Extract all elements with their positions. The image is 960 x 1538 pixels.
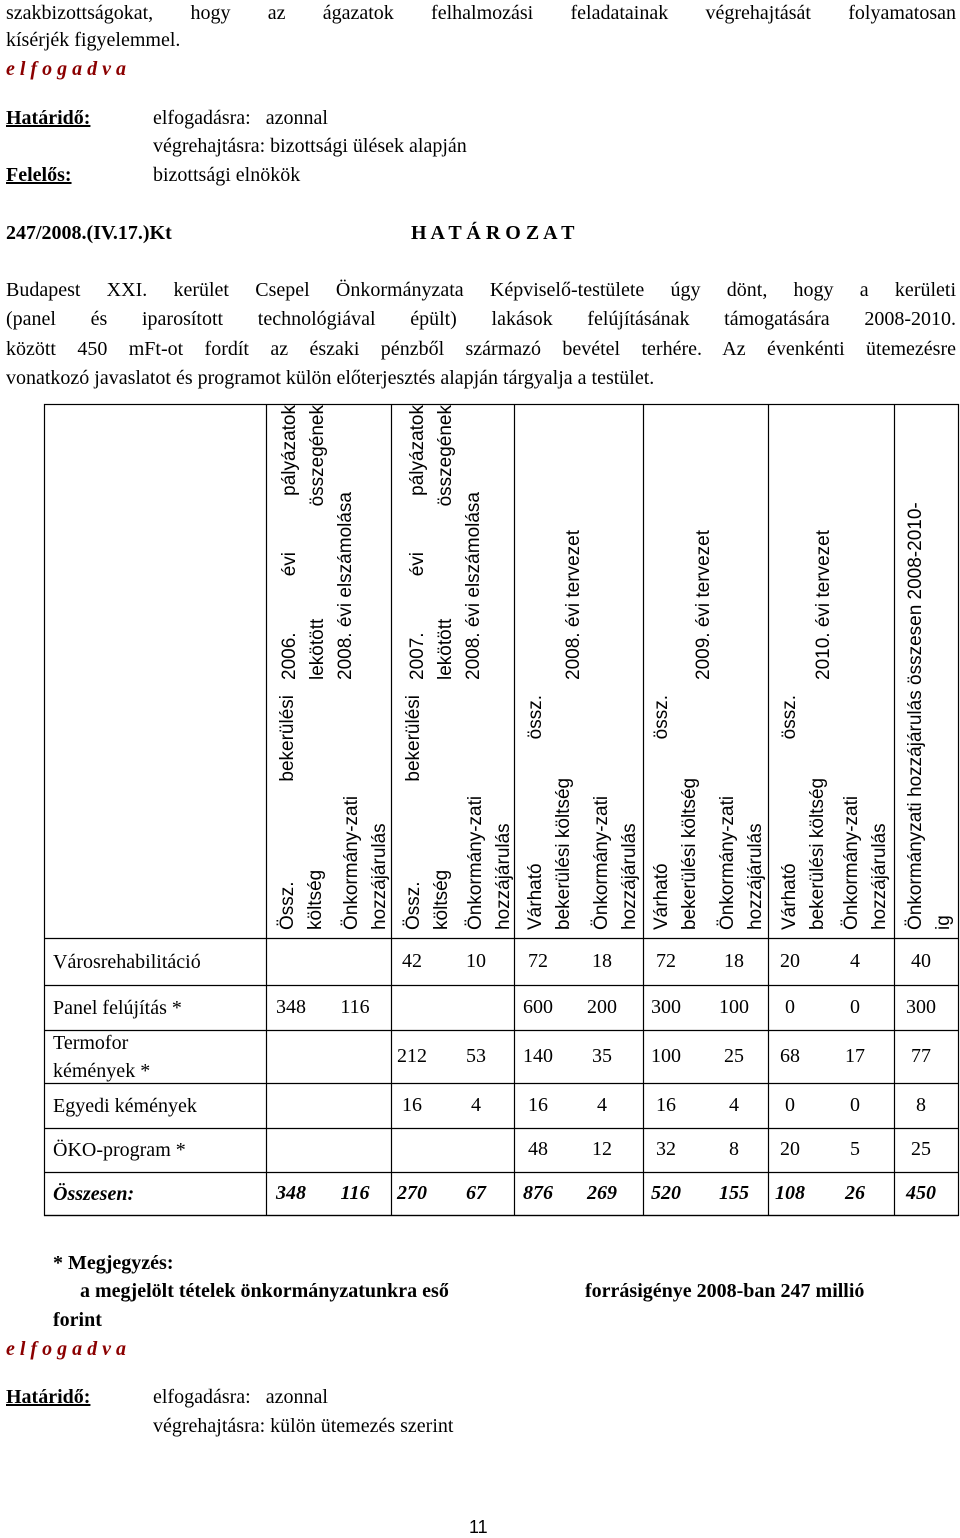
table-cell: 8	[916, 1093, 926, 1116]
column-header-2: Önkormány-zati hozzájárulás	[341, 795, 390, 930]
table-cell: 4	[597, 1093, 607, 1116]
table-cell: 42	[402, 949, 422, 972]
table-cell: 0	[785, 995, 795, 1018]
table-row-label-line: Panel felújítás *	[53, 996, 182, 1019]
column-header-6: Önkormány-zati hozzájárulás	[591, 795, 640, 930]
column-header-8: Önkormány-zati hozzájárulás	[717, 795, 766, 930]
group-header-5: 2010. évi tervezet	[813, 530, 834, 680]
column-header-10: Önkormány-zati hozzájárulás	[841, 795, 890, 930]
intro-line-1: szakbizottságokat, hogy az ágazatok felhalmozási feladatainak végrehajtását folyamatosan	[6, 2, 956, 24]
table-cell: 140	[523, 1044, 553, 1067]
group-header-4: 2009. évi tervezet	[693, 530, 714, 680]
table-cell: 53	[466, 1044, 486, 1067]
table-cell: 100	[719, 995, 749, 1018]
table-row-label-line: kémények *	[53, 1059, 151, 1082]
deadline-accept-line: elfogadásra: azonnal	[153, 107, 328, 129]
table-row-label	[53, 1180, 134, 1208]
table-row-label-line: Egyedi kémények	[53, 1094, 197, 1117]
table-cell: 25	[911, 1138, 931, 1160]
table-cell: 18	[724, 949, 744, 972]
table-cell: 16	[402, 1093, 422, 1116]
table-cell: 116	[340, 1181, 370, 1204]
deadline-label: Határidő:	[6, 107, 91, 129]
table-cell: 25	[724, 1044, 744, 1067]
column-header-9: Várható össz. bekerülési költség	[779, 695, 828, 930]
table-cell: 300	[906, 995, 936, 1018]
table-row-label	[53, 948, 201, 976]
table-cell: 270	[397, 1181, 427, 1204]
table-cell: 348	[276, 1181, 306, 1204]
table-row-label	[53, 1136, 186, 1164]
table-cell: 68	[780, 1044, 800, 1067]
table-cell: 108	[775, 1181, 805, 1204]
table-cell: 77	[911, 1044, 931, 1067]
table-cell: 40	[911, 949, 931, 972]
deadline-exec-line: végrehajtásra: bizottsági ülések alapján	[153, 135, 467, 157]
table-cell: 348	[276, 995, 306, 1018]
note-line-1b: forrásigénye 2008-ban 247 millió	[585, 1280, 865, 1302]
column-header-total-2008-2010: Önkormányzati hozzájárulás összesen 2008-2010- ig	[905, 502, 954, 930]
table-cell: 4	[850, 949, 860, 972]
table-row-label-line: Termofor	[53, 1031, 129, 1054]
column-header-1: Össz. bekerülési költség	[277, 695, 326, 930]
table-cell: 32	[656, 1138, 676, 1160]
table-cell: 100	[651, 1044, 681, 1067]
column-header-3: Össz. bekerülési költség	[403, 695, 452, 930]
table-cell: 20	[780, 1138, 800, 1160]
resolution-body-line-4: vonatkozó javaslatot és programot külön előterjesztés alapján tárgyalja a testület.	[6, 367, 655, 389]
resolution-title: H A T Á R O Z A T	[411, 222, 575, 244]
table-row-label-line: ÖKO-program *	[53, 1139, 186, 1161]
column-header-7: Várható össz. bekerülési költség	[651, 695, 700, 930]
table-cell: 4	[471, 1093, 481, 1116]
group-header-1: 2006. évi pályázatok lekötött összegének 2008. évi elszámolása	[279, 405, 356, 680]
table-cell: 35	[592, 1044, 612, 1067]
table-cell: 200	[587, 995, 617, 1018]
deadline-exec-line-2: végrehajtásra: külön ütemezés szerint	[153, 1415, 454, 1437]
table-cell: 520	[651, 1181, 681, 1204]
table-cell: 26	[845, 1181, 865, 1204]
table-row-label	[53, 994, 182, 1022]
resolution-body-line-2: (panel és iparosított technológiával épült) lakások felújításának támogatására 2008-2010.	[6, 308, 956, 330]
note-title: * Megjegyzés:	[53, 1252, 174, 1274]
table-cell: 16	[528, 1093, 548, 1116]
responsible-value: bizottsági elnökök	[153, 164, 301, 186]
table-row-label-line: Városrehabilitáció	[53, 950, 201, 973]
table-cell: 0	[850, 995, 860, 1018]
table-cell: 5	[850, 1138, 860, 1160]
column-header-4: Önkormány-zati hozzájárulás	[465, 795, 514, 930]
table-cell: 116	[340, 995, 370, 1018]
table-cell: 4	[729, 1093, 739, 1116]
note-line-2: forint	[53, 1309, 102, 1331]
table-cell: 18	[592, 949, 612, 972]
group-header-2: 2007. évi pályázatok lekötött összegének 2008. évi elszámolása	[407, 405, 484, 680]
table-cell: 16	[656, 1093, 676, 1116]
table-cell: 450	[906, 1181, 936, 1204]
table-cell: 212	[397, 1044, 427, 1067]
table-row-label	[53, 1092, 197, 1120]
note-line-1a: a megjelölt tételek önkormányzatunkra eső	[80, 1280, 449, 1302]
table-row-label	[53, 1029, 150, 1085]
table-cell: 300	[651, 995, 681, 1018]
deadline-accept-line-2: elfogadásra: azonnal	[153, 1386, 328, 1408]
table-cell: 72	[528, 949, 548, 972]
accepted-label: e l f o g a d v a	[6, 58, 126, 80]
table-cell: 20	[780, 949, 800, 972]
table-cell: 600	[523, 995, 553, 1018]
table-cell: 72	[656, 949, 676, 972]
accepted-label-2: e l f o g a d v a	[6, 1338, 126, 1360]
table-cell: 67	[466, 1181, 486, 1204]
table-cell: 17	[845, 1044, 865, 1067]
table-cell: 48	[528, 1138, 548, 1160]
page-number: 11	[469, 1517, 488, 1537]
group-header-3: 2008. évi tervezet	[563, 530, 584, 680]
table-cell: 0	[785, 1093, 795, 1116]
resolution-number: 247/2008.(IV.17.)Kt	[6, 222, 172, 244]
table-cell: 269	[587, 1181, 617, 1204]
column-header-5: Várható össz. bekerülési költség	[525, 695, 574, 930]
table-cell: 8	[729, 1138, 739, 1160]
responsible-label: Felelős:	[6, 164, 72, 186]
resolution-body-line-1: Budapest XXI. kerület Csepel Önkormányzata Képviselő-testülete úgy dönt, hogy a kerületi	[6, 279, 956, 301]
resolution-body-line-3: között 450 mFt-ot fordít az északi pénzből származó bevétel terhére. Az évenkénti ütemezésre	[6, 338, 956, 360]
table-row-label-line: Összesen:	[53, 1182, 135, 1205]
table-cell: 876	[523, 1181, 553, 1204]
table-cell: 0	[850, 1093, 860, 1116]
deadline-label-2: Határidő:	[6, 1386, 91, 1408]
table-cell: 155	[719, 1181, 749, 1204]
table-cell: 12	[592, 1138, 612, 1160]
intro-line-2: kísérjék figyelemmel.	[6, 29, 181, 51]
table-cell: 10	[466, 949, 486, 972]
